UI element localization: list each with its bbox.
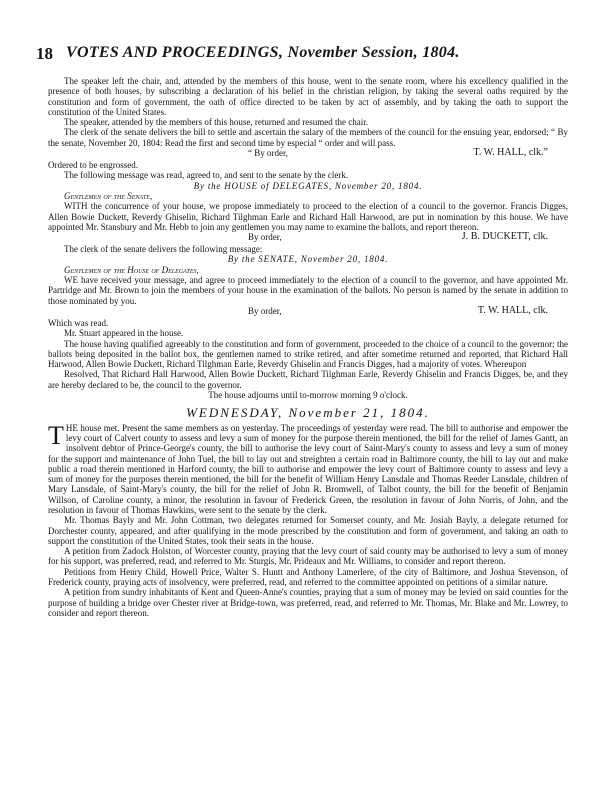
day-heading: WEDNESDAY, November 21, 1804. xyxy=(186,405,430,421)
clerk-signature: J. B. DUCKETT, clk. xyxy=(461,231,548,243)
paragraph: The clerk of the senate delivers the following message: xyxy=(64,244,263,255)
paragraph: The clerk of the senate delivers the bill to settle and ascertain the salary of the members of the council for the ensuing year, endorsed; “ By the senate, November 20, 1804: Read the first and second time by especial “ order and will pass. xyxy=(48,127,568,148)
drop-cap: T xyxy=(48,420,64,450)
paragraph: Petitions from Henry Child, Howell Price, Walter S. Huntt and Anthony Lamerlere, of the city of Baltimore, and Joshua Stevenson, of Frederick county, praying acts of insolvency, were preferred, read, and referred to the committee appointed on petitions of a similar nature. xyxy=(48,566,568,588)
paragraph: The house having qualified agreeably to the constitution and form of government, proceeded to the choice of a council to the governor; the ballots being deposited in the ballot box, the gentlemen named to strike retired, and after sometime returned and reported, that Richard Hall Harwood, Allen Bowie Duckett, Richard Tilghman Earle, Reverdy Ghiselin and Francis Digges, had a majority of votes. Whereupon xyxy=(48,338,568,370)
paragraph: Mr. Thomas Bayly and Mr. John Cottman, two delegates returned for Somerset county, and Mr. Josiah Bayly, a delegate returned for Dorchester county, appeared, and after qualifying in the mode prescribed by the constitution and form of government, and taking an oath to support the constitution of the United States, took their seats in the house. xyxy=(48,515,568,546)
paragraph xyxy=(48,420,568,516)
message-heading: By the SENATE, November 20, 1804. xyxy=(227,254,389,265)
paragraph: The speaker, attended by the members of this house, returned and resumed the chair. xyxy=(64,117,369,128)
page-body xyxy=(48,76,568,618)
paragraph: Mr. Stuart appeared in the house. xyxy=(64,328,184,339)
adjournment-line: The house adjourns until to-morrow morning 9 o'clock. xyxy=(208,390,408,401)
paragraph-text: HE house met. Present the same members as on yesterday. The proceedings of yesterday were read. The bill to authorise and empower the levy court of Calvert county to assess and levy a sum of money for the purpose therein mentioned, the bill for the relief of James Gantt, an insolvent debtor of Prince-George's county, the bill to authorise the levy court of Saint-Mary's county to assess and levy a sum of money for the support and maintenance of John Tuel, the bill to lay out and streighten a certain road in Baltimore county, the bill to lay out and make public a road therein mentioned in Harford county, the bill to authorise and empower the levy court of Baltimore county to assess and levy a sum of money for the purposes therein mentioned, the bill for the benefit of William Henry Lansdale and Thomas Reeder Lansdale, children of Mary Lansdale, of Saint-Mary's county, the bill for the relief of John R. Bromwell, of Talbot county, the bill for the benefit of Benjamin Willson, of Caroline county, a minor, the resolution in favour of Frederick Green, the resolution in favour of John Norris, of John, and the resolution in favour of Thomas Hawkins, were sent to the senate by the clerk. xyxy=(48,422,568,515)
paragraph: Resolved, That Richard Hall Harwood, Allen Bowie Duckett, Richard Tilghman Earle, Reverdy Ghiselin and Francis Digges, be, and they are hereby declared to be, the council to the governor. xyxy=(48,369,568,390)
signature-block xyxy=(48,148,568,160)
signature-block xyxy=(48,232,568,244)
salutation: Gentlemen of the House of Delegates, xyxy=(64,264,199,275)
paragraph: WITH the concurrence of your house, we propose immediately to proceed to the election of a council to the governor. Francis Digges, Allen Bowie Duckett, Reverdy Ghiselin, Richard Tilghman Earle and Richard Hall Harwood, are put in nomination by this house. We have appointed Mr. Stansbury and Mr. Hebb to join any gentlemen you may name to examine the ballots, and report thereon. xyxy=(48,201,568,232)
paragraph: The speaker left the chair, and, attended by the members of this house, went to the senate room, where his excellency qualified in the presence of both houses, by subscribing a declaration of his belief in the christian religion, by taking the several oaths required by the constitution and form of government, the oath of office directed to be taken by act of assembly, and by taking the oath to support the constitution of the United States. xyxy=(48,76,568,117)
paragraph: The following message was read, agreed to, and sent to the senate by the clerk. xyxy=(64,170,349,181)
paragraph: Which was read. xyxy=(48,317,109,328)
clerk-signature: T. W. HALL, clk.” xyxy=(473,147,548,159)
message-heading: By the HOUSE of DELEGATES, November 20, 1804. xyxy=(193,180,423,191)
by-order-label: By order, xyxy=(248,305,282,316)
running-title: VOTES AND PROCEEDINGS, November Session, 1804. xyxy=(66,44,460,61)
paragraph: Ordered to be engrossed. xyxy=(48,160,138,171)
paragraph: A petition from Zadock Holston, of Worcester county, praying that the levy court of said county may be authorised to levy a sum of money for his support, was preferred, read, and referred to Mr. Sturgis, Mr. Prideaux and Mr. Williams, to consider and report thereon. xyxy=(48,546,568,567)
by-order-label: “ By order, xyxy=(248,148,288,159)
signature-block xyxy=(48,306,568,318)
paragraph: A petition from sundry inhabitants of Kent and Queen-Anne's counties, praying that a sum of money may be levied on said counties for the purpose of building a bridge over Chester river at Bridge-town, was preferred, read, and referred to Mr. Thomas, Mr. Blake and Mr. Lowrey, to consider and report thereon. xyxy=(48,587,568,618)
paragraph: WE have received your message, and agree to proceed immediately to the election of a council to the governor, and have appointed Mr. Partridge and Mr. Brown to join the members of your house in the examination of the ballots. No person is named by the senate in addition to those nominated by you. xyxy=(48,275,568,306)
salutation: Gentlemen of the Senate, xyxy=(64,190,153,201)
page-number: 18 xyxy=(36,44,53,63)
page-header xyxy=(36,44,560,64)
by-order-label: By order, xyxy=(248,232,282,243)
clerk-signature: T. W. HALL, clk. xyxy=(477,304,548,316)
